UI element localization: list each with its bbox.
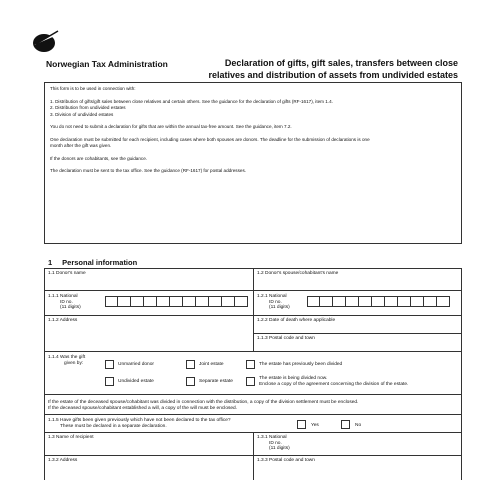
digit-box[interactable] [118,296,131,307]
donor-id-label-2: ID no. [60,299,73,305]
recipient-id-label-3: (11 digits) [269,446,290,451]
undivided-estate-label: Undivided estate [118,379,154,384]
digit-box[interactable] [437,296,450,307]
separate-estate-label: Separate estate [199,379,233,384]
previous-gifts-no-checkbox[interactable] [341,420,350,429]
section-label: Personal information [62,258,138,267]
recipient-address-field[interactable] [45,464,252,480]
digit-box[interactable] [235,296,248,307]
recipient-postal-code-field[interactable] [254,464,461,480]
spouse-id-label-3: (11 digits) [269,305,290,310]
personal-info-form [44,268,462,480]
digit-box[interactable] [385,296,398,307]
donor-address-label: 1.1.2 Address [48,318,78,323]
divider [45,351,461,352]
digit-box[interactable] [131,296,144,307]
section-title [48,258,137,267]
intro-cohabitants: If the donors are cohabitants, see the guidance. [50,155,148,161]
joint-estate-checkbox[interactable] [186,360,195,369]
enclosure-note-2: If the deceased spouse/cohabitant established a will, a copy of the will must be enclosed. [48,405,238,411]
intro-item: 3. Division of undivided estates [50,111,114,117]
yes-label: Yes [311,423,319,428]
spouse-id-input[interactable] [307,296,450,307]
being-divided-label-2: Enclose a copy of the agreement concerning the division of the estate. [259,381,409,387]
recipient-id-label-1: 1.3.1 National [257,435,287,440]
digit-box[interactable] [346,296,359,307]
intro-deadline-1: One declaration must be submitted for each recipient, including cases where both spouses are donors. The deadline for the submission of declarations is one [50,136,370,142]
section-number: 1 [48,258,53,267]
digit-box[interactable] [307,296,320,307]
digit-box[interactable] [222,296,235,307]
intro-tax-free: You do not need to submit a declaration for gifts that are within the annual tax-free amount. See the guidance, item 7.2. [50,124,292,129]
gift-given-by-label [45,354,88,367]
joint-estate-label: Joint estate [199,362,224,367]
recipient-postal-code-label: 1.3.3 Postal code and town [257,458,315,463]
previous-gifts-yes-checkbox[interactable] [297,420,306,429]
donor-id-input[interactable] [105,296,248,307]
digit-box[interactable] [144,296,157,307]
being-divided-checkbox[interactable] [246,377,255,386]
gift-given-by-label-2: given by: [64,360,84,366]
previous-gifts-label-2: These must be declared in a separate declaration. [60,423,167,429]
postal-code-label: 1.1.3 Postal code and town [257,336,315,341]
no-label: No [355,423,362,428]
digit-box[interactable] [333,296,346,307]
title-line-2: relatives and distribution of assets from undivided estates [208,70,458,80]
donor-name-label: 1.1 Donor's name [48,271,86,276]
spouse-name-label: 1.2 Donor's spouse/cohabitant's name [257,271,339,276]
donor-address-field[interactable] [45,324,252,351]
tax-administration-logo-icon [30,28,60,54]
digit-box[interactable] [372,296,385,307]
digit-box[interactable] [411,296,424,307]
gift-given-by-label-1: 1.1.4 Was the gift [48,355,86,360]
divider [45,414,461,415]
intro-item: 1. Distribution of gifts/gift sales between close relatives and certain others. See the guidance for the declaration of gifts (RF-1617), item 1.4. [50,98,333,104]
donor-id-label-3: (11 digits) [60,305,81,310]
intro-lead: This form is to be used in connection with: [50,86,136,91]
page-title [138,57,458,81]
date-of-death-label: 1.2.2 Date of death where applicable [257,318,336,323]
spouse-id-label-2: ID no. [269,299,282,305]
undivided-estate-checkbox[interactable] [105,377,114,386]
donor-id-label-1: 1.1.1 National [48,294,78,299]
previous-gifts-label-1: 1.1.5 Have gifts been given previously which have not been declared to the tax office? [48,418,231,423]
prev-divided-label: The estate has previously been divided [259,362,343,367]
unmarried-donor-checkbox[interactable] [105,360,114,369]
digit-box[interactable] [424,296,437,307]
digit-box[interactable] [196,296,209,307]
separate-estate-checkbox[interactable] [186,377,195,386]
digit-box[interactable] [209,296,222,307]
donor-name-field[interactable] [45,277,252,290]
intro-list [50,99,456,119]
divider [253,333,461,334]
donor-id-label [45,293,84,312]
title-line-1: Declaration of gifts, gift sales, transfers between close [224,58,458,68]
enclosure-notes [45,399,361,412]
digit-box[interactable] [170,296,183,307]
divider [45,394,461,395]
intro-item: 2. Distribution from undivided estates [50,105,126,110]
recipient-address-label: 1.3.2 Address [48,458,78,463]
being-divided-label-1: The estate is being divided now. [259,376,328,381]
digit-box[interactable] [183,296,196,307]
intro-send-to: The declaration must be sent to the tax office. See the guidance (RF-1617) for postal addresses. [50,168,247,173]
divider [45,290,461,291]
spouse-id-label-1: 1.2.1 National [257,294,287,299]
divider [45,315,461,316]
recipient-name-label: 1.3 Name of recipient [48,435,94,440]
digit-box[interactable] [398,296,411,307]
unmarried-donor-label: Unmarried donor [118,362,154,367]
digit-box[interactable] [105,296,118,307]
digit-box[interactable] [320,296,333,307]
divider [45,455,461,456]
agency-name: Norwegian Tax Administration [46,59,168,69]
recipient-name-field[interactable] [45,441,252,455]
digit-box[interactable] [157,296,170,307]
intro-deadline-2: month after the gift was given. [50,143,112,148]
being-divided-label [259,376,408,387]
spouse-name-field[interactable] [254,277,462,290]
enclosure-note-1: If the estate of the deceased spouse/cohabitant was divided in connection with the distribution, a copy of the division settlement must be enclosed. [48,400,359,405]
spouse-id-label [254,293,293,312]
prev-divided-checkbox[interactable] [246,360,255,369]
previous-gifts-question [45,417,234,430]
digit-box[interactable] [359,296,372,307]
recipient-id-label-2: ID no. [269,440,282,446]
recipient-id-label [254,434,293,453]
intro-box [44,82,462,244]
